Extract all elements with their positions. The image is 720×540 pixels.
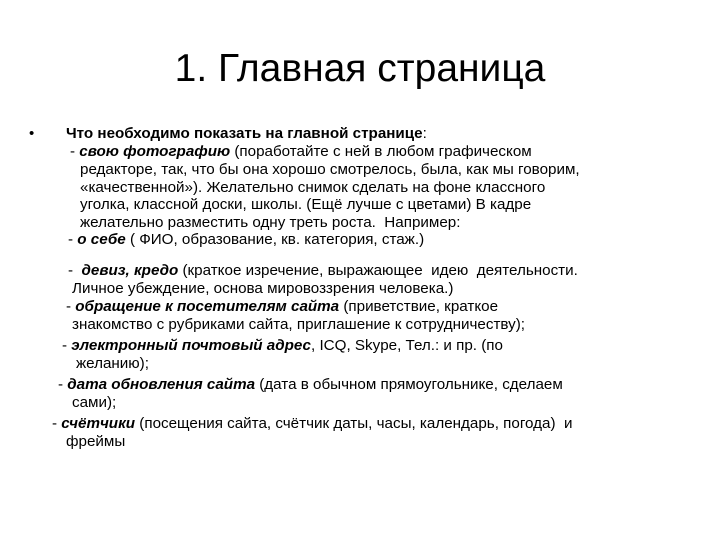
photo-line-4: уголка, классной доски, школы. (Ещё лучше с цветами) В кадре	[80, 196, 532, 214]
greeting-prefix: -	[66, 298, 76, 315]
email-item	[62, 337, 503, 355]
about-prefix: -	[68, 231, 78, 248]
intro-colon: :	[422, 125, 427, 142]
motto-prefix: -	[68, 262, 82, 279]
photo-line-3: «качественной»). Желательно снимок сделать на фоне классного	[80, 178, 546, 196]
update-continuation	[72, 394, 116, 412]
greeting-line-1	[66, 298, 498, 316]
motto-item	[68, 262, 578, 280]
intro-text: Что необходимо показать на главной странице	[66, 125, 423, 142]
photo-prefix: -	[70, 143, 80, 160]
email-line-1	[62, 337, 503, 355]
photo-continuation	[80, 161, 580, 231]
email-text-1: , ICQ, Skype, Тел.: и пр. (по	[311, 337, 503, 354]
update-label: дата обновления сайта	[67, 376, 256, 393]
update-line-2: сами);	[72, 394, 117, 411]
about-line	[68, 231, 424, 249]
intro-line	[66, 125, 427, 143]
greeting-continuation	[72, 316, 525, 334]
greeting-label: обращение к посетителям сайта	[75, 298, 340, 315]
update-line-1	[58, 376, 563, 394]
about-text: ( ФИО, образование, кв. категория, стаж.)	[125, 231, 425, 248]
photo-item	[70, 143, 532, 161]
update-prefix: -	[58, 376, 68, 393]
greeting-item	[66, 298, 498, 316]
slide-title: 1. Главная страница	[174, 47, 546, 90]
email-label: электронный почтовый адрес	[71, 337, 311, 354]
greeting-text-1: (приветствие, краткое	[339, 298, 499, 315]
bullet-marker: •	[29, 125, 35, 142]
counters-line-2: фреймы	[66, 433, 126, 450]
greeting-line-2: знакомство с рубриками сайта, приглашение к сотрудничеству);	[72, 316, 526, 333]
motto-line-1	[68, 262, 578, 280]
counters-item	[52, 415, 572, 433]
photo-line-2: редакторе, так, что бы она хорошо смотрелось, была, как мы говорим,	[80, 161, 580, 178]
counters-label: счётчики	[61, 415, 136, 432]
motto-label: девиз, кредо	[81, 262, 179, 279]
email-line-2: желанию);	[76, 355, 149, 372]
about-label: о себе	[77, 231, 126, 248]
motto-line-2: Личное убеждение, основа мировоззрения человека.)	[72, 280, 454, 297]
counters-prefix: -	[52, 415, 62, 432]
update-text-1: (дата в обычном прямоугольнике, сделаем	[255, 376, 563, 393]
photo-line-1	[70, 143, 532, 161]
counters-text-1: (посещения сайта, счётчик даты, часы, календарь, погода) и	[135, 415, 573, 432]
counters-line-1	[52, 415, 572, 433]
email-continuation	[76, 355, 149, 373]
email-prefix: -	[62, 337, 72, 354]
motto-continuation	[72, 280, 453, 298]
photo-label: свою фотографию	[79, 143, 231, 160]
motto-text-1: (краткое изречение, выражающее идею деятельности.	[178, 262, 578, 279]
about-item	[68, 231, 424, 249]
intro-block	[66, 125, 427, 143]
photo-text-1: (поработайте с ней в любом графическом	[230, 143, 532, 160]
photo-line-5: желательно разместить одну треть роста. Например:	[80, 213, 461, 231]
update-item	[58, 376, 563, 394]
counters-continuation	[66, 433, 125, 451]
